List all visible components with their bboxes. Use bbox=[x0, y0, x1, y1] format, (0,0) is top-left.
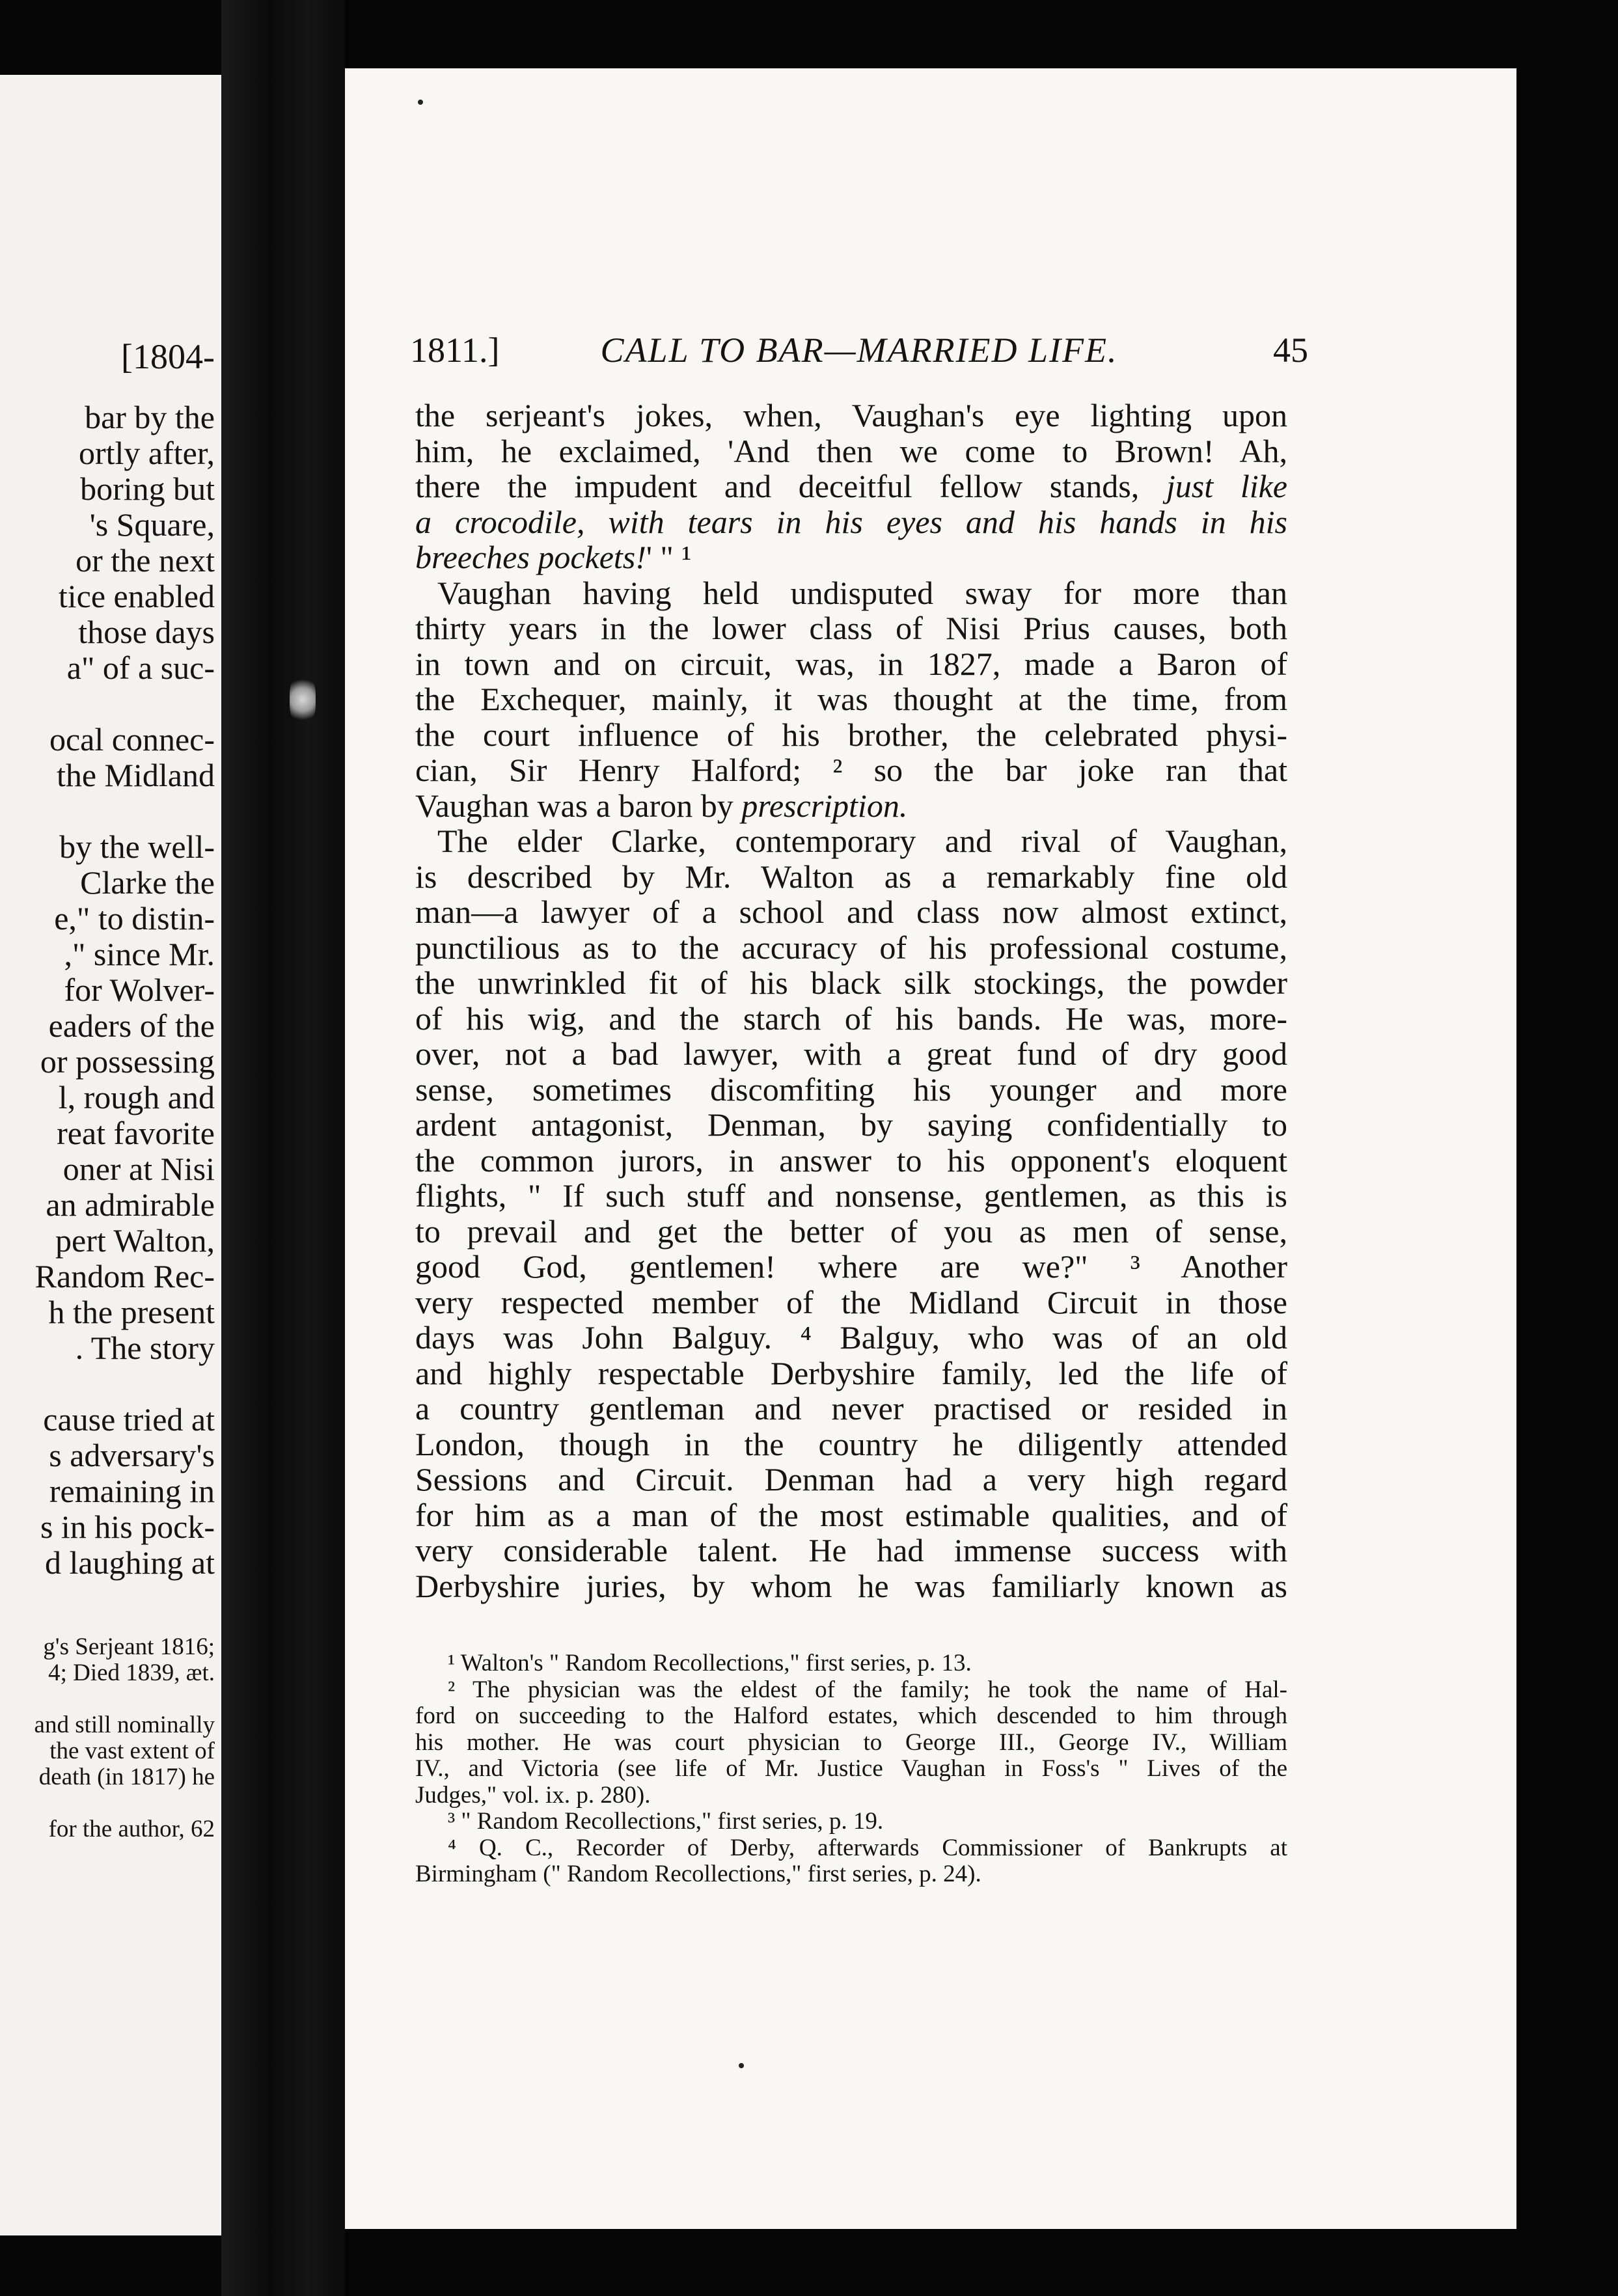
body-line: the court influence of his brother, the celebrated physi- bbox=[415, 717, 1287, 753]
body-line: there the impudent and deceitful fellow stands, just like bbox=[415, 468, 1287, 504]
body-line: the common jurors, in answer to his opponent's eloquent bbox=[415, 1142, 1287, 1179]
body-line: a country gentleman and never practised or resided in bbox=[415, 1390, 1287, 1427]
left-page-line: s in his pock- bbox=[40, 1509, 215, 1545]
page-number: 45 bbox=[1273, 331, 1308, 370]
footnote-line: ³ " Random Recollections," first series, p. 19. bbox=[448, 1808, 884, 1835]
left-page-line: s adversary's bbox=[49, 1437, 215, 1473]
main-page bbox=[345, 68, 1516, 2229]
left-page-line: by the well- bbox=[59, 828, 215, 865]
footnote-line: IV., and Victoria (see life of Mr. Justice Vaughan in Foss's " Lives of the bbox=[415, 1755, 1287, 1782]
left-page-line: . The story bbox=[75, 1330, 215, 1366]
left-facing-page bbox=[0, 75, 221, 2235]
body-line: The elder Clarke, contemporary and rival of Vaughan, bbox=[437, 823, 1287, 859]
left-page-line: tice enabled bbox=[58, 578, 215, 614]
running-head-date: 1811.] bbox=[410, 331, 500, 370]
body-line: the unwrinkled fit of his black silk stockings, the powder bbox=[415, 964, 1287, 1001]
left-page-footnote-line: for the author, 62 bbox=[48, 1816, 215, 1842]
left-page-footnote-line: g's Serjeant 1816; bbox=[43, 1633, 215, 1660]
left-page-line: an admirable bbox=[46, 1186, 215, 1223]
body-line: Derbyshire juries, by whom he was familiarly known as bbox=[415, 1568, 1287, 1604]
body-line: sense, sometimes discomfiting his younger and more bbox=[415, 1071, 1287, 1108]
left-page-line: ocal connec- bbox=[49, 721, 215, 758]
body-line: the Exchequer, mainly, it was thought at the time, from bbox=[415, 681, 1287, 717]
left-page-line: cause tried at bbox=[43, 1401, 215, 1438]
book-gutter bbox=[221, 0, 345, 2296]
footnote-line: Judges," vol. ix. p. 280). bbox=[415, 1782, 651, 1809]
body-line: cian, Sir Henry Halford; ² so the bar joke ran that bbox=[415, 752, 1287, 788]
body-line: breeches pockets!' " ¹ bbox=[415, 539, 692, 575]
body-line: to prevail and get the better of you as men of sense, bbox=[415, 1213, 1287, 1250]
footnote-line: ford on succeeding to the Halford estates, which descended to him through bbox=[415, 1702, 1287, 1729]
left-page-line: ortly after, bbox=[78, 435, 215, 471]
footnote-line: Birmingham (" Random Recollections," first series, p. 24). bbox=[415, 1861, 981, 1887]
left-page-line: the Midland bbox=[56, 757, 215, 793]
left-page-line: a" of a suc- bbox=[66, 649, 215, 686]
body-line: and highly respectable Derbyshire family, led the life of bbox=[415, 1355, 1287, 1391]
italic-text: just like bbox=[1166, 468, 1287, 504]
footnote-line: ¹ Walton's " Random Recollections," first series, p. 13. bbox=[448, 1650, 972, 1676]
left-page-line: l, rough and bbox=[58, 1079, 215, 1115]
italic-text: a crocodile, with tears in his eyes and his hands in his bbox=[415, 504, 1287, 540]
running-head bbox=[410, 330, 1308, 382]
body-line: punctilious as to the accuracy of his professional costume, bbox=[415, 929, 1287, 966]
body-line: him, he exclaimed, 'And then we come to Brown! Ah, bbox=[415, 433, 1287, 469]
gutter-smudge bbox=[290, 674, 316, 726]
left-page-line: bar by the bbox=[85, 399, 215, 435]
body-line: good God, gentlemen! where are we?" ³ Another bbox=[415, 1248, 1287, 1285]
body-line: ardent antagonist, Denman, by saying confidentially to bbox=[415, 1106, 1287, 1143]
body-line: thirty years in the lower class of Nisi Prius causes, both bbox=[415, 610, 1287, 646]
italic-text: prescription. bbox=[741, 787, 908, 824]
body-line: Vaughan having held undisputed sway for more than bbox=[437, 575, 1287, 611]
left-page-line: Clarke the bbox=[80, 864, 215, 901]
left-page-line: those days bbox=[78, 614, 215, 650]
left-page-line: ," since Mr. bbox=[64, 936, 215, 972]
page-speck bbox=[418, 100, 423, 105]
left-page-line: reat favorite bbox=[57, 1115, 215, 1151]
body-line bbox=[415, 504, 1287, 540]
left-page-footnote-line: the vast extent of bbox=[49, 1738, 215, 1764]
left-page-line: h the present bbox=[48, 1294, 215, 1330]
body-line: Vaughan was a baron by prescription. bbox=[415, 787, 908, 824]
body-line: very respected member of the Midland Circuit in those bbox=[415, 1284, 1287, 1320]
body-line: man—a lawyer of a school and class now almost extinct, bbox=[415, 894, 1287, 930]
body-line: for him as a man of the most estimable qualities, and of bbox=[415, 1497, 1287, 1533]
running-head-title: CALL TO BAR—MARRIED LIFE. bbox=[600, 331, 1118, 370]
left-page-line: e," to distin- bbox=[54, 900, 215, 936]
left-page-line: or the next bbox=[75, 542, 215, 579]
left-page-line: or possessing bbox=[40, 1043, 215, 1080]
left-page-footnote-line: and still nominally bbox=[34, 1712, 215, 1738]
footnote-line: ² The physician was the eldest of the family; he took the name of Hal- bbox=[448, 1676, 1287, 1703]
left-page-footnote-line: 4; Died 1839, æt. bbox=[48, 1660, 215, 1686]
body-line: the serjeant's jokes, when, Vaughan's eye lighting upon bbox=[415, 397, 1287, 433]
left-page-footnote-line: death (in 1817) he bbox=[38, 1764, 215, 1790]
left-page-line: for Wolver- bbox=[64, 972, 215, 1008]
body-line: London, though in the country he diligently attended bbox=[415, 1426, 1287, 1462]
left-page-line: boring but bbox=[80, 471, 215, 507]
left-page-running-head: [1804- bbox=[121, 337, 215, 376]
body-line: of his wig, and the starch of his bands. He was, more- bbox=[415, 1000, 1287, 1037]
body-line: very considerable talent. He had immense success with bbox=[415, 1532, 1287, 1568]
left-page-line: oner at Nisi bbox=[62, 1151, 215, 1187]
body-line: flights, " If such stuff and nonsense, gentlemen, as this is bbox=[415, 1177, 1287, 1214]
footnote-line: ⁴ Q. C., Recorder of Derby, afterwards Commissioner of Bankrupts at bbox=[448, 1835, 1287, 1861]
page-speck bbox=[739, 2063, 744, 2068]
body-line: Sessions and Circuit. Denman had a very high regard bbox=[415, 1461, 1287, 1497]
footnote-line: his mother. He was court physician to George III., George IV., William bbox=[415, 1729, 1287, 1756]
body-line: is described by Mr. Walton as a remarkably fine old bbox=[415, 858, 1287, 895]
body-line: in town and on circuit, was, in 1827, made a Baron of bbox=[415, 646, 1287, 682]
left-page-line: remaining in bbox=[49, 1473, 215, 1509]
left-page-line: 's Square, bbox=[89, 506, 215, 543]
body-line: over, not a bad lawyer, with a great fund of dry good bbox=[415, 1035, 1287, 1072]
left-page-line: eaders of the bbox=[48, 1007, 215, 1044]
body-line: days was John Balguy. ⁴ Balguy, who was of an old bbox=[415, 1319, 1287, 1356]
italic-text: breeches pockets! bbox=[415, 539, 646, 575]
left-page-line: d laughing at bbox=[44, 1544, 215, 1581]
left-page-line: Random Rec- bbox=[34, 1258, 215, 1294]
left-page-line: pert Walton, bbox=[55, 1222, 215, 1259]
